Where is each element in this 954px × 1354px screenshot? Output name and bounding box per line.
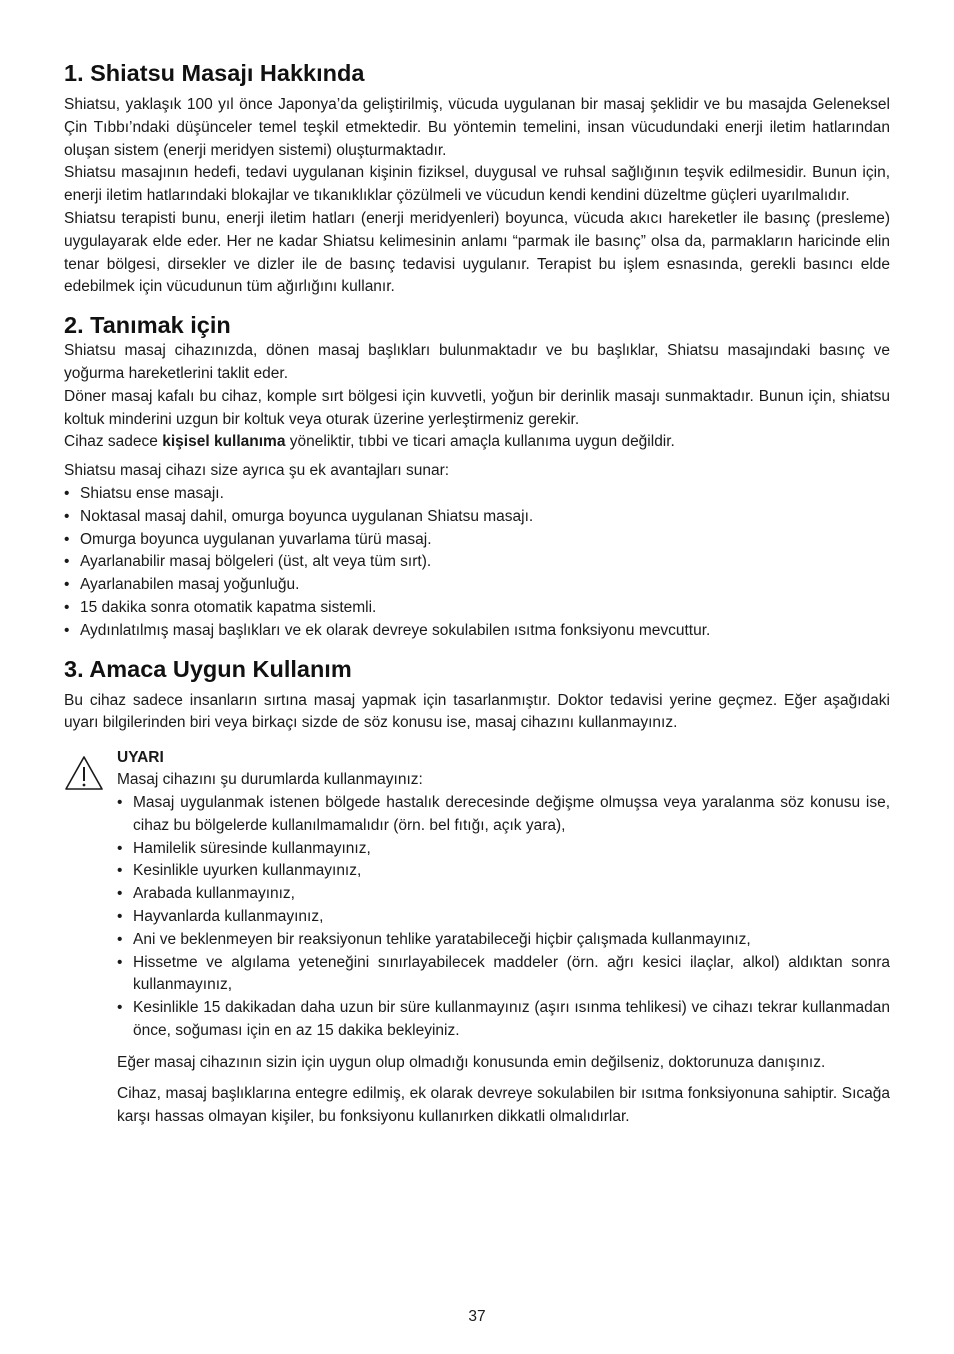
- section-2-paragraph-2: Döner masaj kafalı bu cihaz, komple sırt bölgesi için kuvvetli, yoğun bir derinlik masajı sunmaktadır. Bunun için, shiatsu koltuk minderini uzgun bir koltuk veya oturak üzerine yerleştirmeniz gerekir.: [64, 387, 890, 428]
- section-1-paragraph-1: Shiatsu, yaklaşık 100 yıl önce Japonya’da geliştirilmiş, vücuda uygulanan bir masaj şeklidir ve bu masajda Geleneksel Çin Tıbbı’ndaki düşünceler temel teşkil etmektedir. Bu yöntemin temelini, insan vücudundaki enerji iletim hatlarından oluşan sistem (enerji meridyen sistemi) oluşturmaktadır.: [64, 96, 890, 159]
- list-item: • 15 dakika sonra otomatik kapatma sistemli.: [64, 597, 890, 620]
- warning-intro: Masaj cihazını şu durumlarda kullanmayınız:: [117, 771, 423, 789]
- warning-list: [117, 792, 890, 1043]
- warning-title: UYARI: [117, 749, 164, 767]
- list-item: • Aydınlatılmış masaj başlıkları ve ek olarak devreye sokulabilen ısıtma fonksiyonu mevcuttur.: [64, 620, 890, 643]
- list-item: • Kesinlikle 15 dakikadan daha uzun bir süre kullanmayınız (aşırı ısınma tehlikesi) ve cihazı tekrar kullanmadan önce, soğuması için en az 15 dakika bekleyiniz.: [117, 997, 890, 1043]
- list-item: • Noktasal masaj dahil, omurga boyunca uygulanan Shiatsu masajı.: [64, 506, 890, 529]
- list-item: • Arabada kullanmayınız,: [117, 883, 890, 906]
- section-3-title: 3. Amaca Uygun Kullanım: [64, 655, 352, 682]
- warning-note-2: Cihaz, masaj başlıklarına entegre edilmiş, ek olarak devreye sokulabilen bir ısıtma fonksiyonuna sahiptir. Sıcağa karşı hassas olmayan kişiler, bu fonksiyonu kullanırken dikkatli olmalıdırlar.: [117, 1085, 890, 1126]
- paragraph-text: yöneliktir, tıbbi ve ticari amaçla kullanıma uygun değildir.: [285, 433, 675, 451]
- list-item: • Masaj uygulanmak istenen bölgede hastalık derecesinde değişme olmuşsa veya yaralanma söz konusu ise, cihaz bu bölgelerde kullanılmamalıdır (örn. bel fıtığı, açık yara),: [117, 792, 890, 838]
- warning-triangle-icon: [64, 755, 104, 791]
- list-item: • Hayvanlarda kullanmayınız,: [117, 906, 890, 929]
- section-1-title: 1. Shiatsu Masajı Hakkında: [64, 60, 365, 86]
- warning-block: [64, 747, 890, 1129]
- section-2-title: 2. Tanımak için: [64, 312, 231, 339]
- section-2-paragraph-3: [64, 431, 890, 454]
- list-item: • Ayarlanabilen masaj yoğunluğu.: [64, 574, 890, 597]
- list-item: • Shiatsu ense masajı.: [64, 483, 890, 506]
- list-item: • Omurga boyunca uygulanan yuvarlama türü masaj.: [64, 529, 890, 552]
- section-1-paragraph-3: Shiatsu terapisti bunu, enerji iletim hatları (enerji meridyenleri) boyunca, vücuda akıcı hareketler ile basınç (presleme) uygulayarak elde eder. Her ne kadar Shiatsu kelimesinin anlamı “parmak ile basınç” olsa da, parmakların haricinde elin tenar bölgesi, dirsekler ve dizler ile de basınç tedavisi uygulanır. Terapist bu işlem esnasında, gerekli basıncı elde edebilmek için vücudunun tüm ağırlığını kullanır.: [64, 209, 890, 296]
- list-item: • Kesinlikle uyurken kullanmayınız,: [117, 860, 890, 883]
- warning-note-1: Eğer masaj cihazının sizin için uygun olup olmadığı konusunda emin değilseniz, doktorunuza danışınız.: [117, 1053, 826, 1071]
- list-item: • Hissetme ve algılama yeteneğini sınırlayabilecek maddeler (örn. ağrı kesici ilaçlar, alkol) aldıktan sonra kullanmayınız,: [117, 952, 890, 998]
- section-1-paragraph-2: Shiatsu masajının hedefi, tedavi uygulanan kişinin fiziksel, duygusal ve ruhsal sağlığının teşvik edilmesidir. Bunun için, enerji iletim hatlarındaki blokajlar ve tıkanıklıklar çözülmeli ve vücudun kendi kendini düzeltme güçleri uyarılmalıdır.: [64, 164, 890, 205]
- bold-text: kişisel kullanıma: [162, 433, 286, 451]
- section-3-paragraph-1: Bu cihaz sadece insanların sırtına masaj yapmak için tasarlanmıştır. Doktor tedavisi yerine geçmez. Eğer aşağıdaki uyarı bilgilerinden biri veya birkaçı sizde de söz konusu ise, masaj cihazını kullanmayınız.: [64, 691, 890, 732]
- advantages-list: [64, 483, 890, 643]
- list-item: • Hamilelik süresinde kullanmayınız,: [117, 838, 890, 861]
- list-item: • Ani ve beklenmeyen bir reaksiyonun tehlike yaratabileceği hiçbir çalışmada kullanmayınız,: [117, 929, 890, 952]
- list-item: • Ayarlanabilir masaj bölgeleri (üst, alt veya tüm sırt).: [64, 551, 890, 574]
- page-content: [64, 58, 890, 1129]
- section-2-paragraph-1: Shiatsu masaj cihazınızda, dönen masaj başlıkları bulunmaktadır ve bu başlıklar, Shiatsu masajındaki basınç ve yoğurma hareketlerini taklit eder.: [64, 342, 890, 382]
- paragraph-text: Cihaz sadece: [64, 433, 163, 451]
- section-2-intro: Shiatsu masaj cihazı size ayrıca şu ek avantajları sunar:: [64, 462, 450, 480]
- page-number: 37: [468, 1308, 486, 1325]
